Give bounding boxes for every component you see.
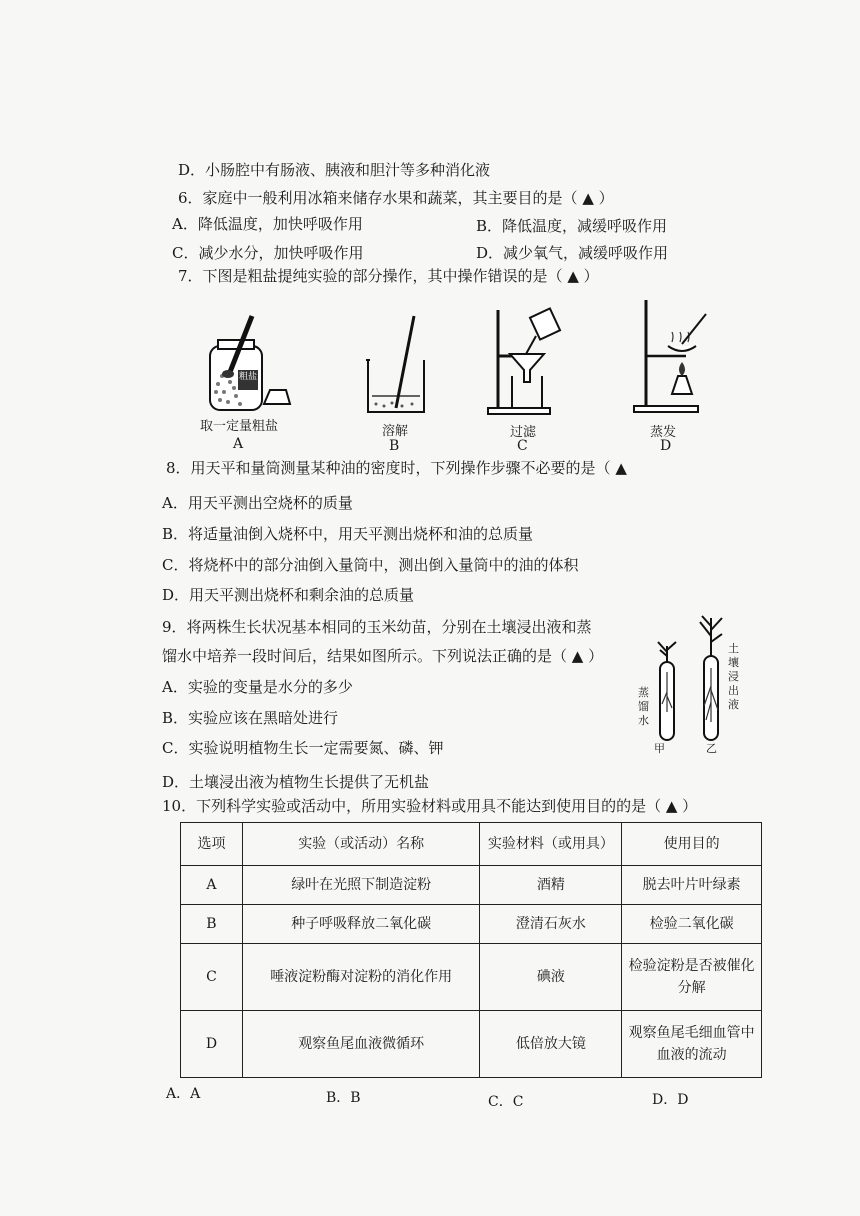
q10-choice-d: D．D	[652, 1092, 689, 1108]
q9-stem-line1: 9．将两株生长状况基本相同的玉米幼苗，分别在土壤浸出液和蒸	[162, 618, 592, 636]
q9-option-c: C．实验说明植物生长一定需要氮、磷、钾	[162, 739, 444, 757]
table-header-cell: 选项	[181, 823, 243, 866]
table-cell: C	[181, 944, 243, 1011]
q6-option-a: A．降低温度，加快呼吸作用	[172, 215, 363, 233]
table-row	[181, 1011, 762, 1078]
q7-figure-c-filtration	[486, 306, 566, 418]
q9-option-d: D．土壤浸出液为植物生长提供了无机盐	[162, 773, 430, 791]
q7-figure-c-letter: C	[517, 438, 528, 454]
table-cell: 检验二氧化碳	[622, 905, 762, 944]
table-row	[181, 944, 762, 1011]
q6-option-b: B．降低温度，减缓呼吸作用	[476, 217, 668, 235]
q8-option-b: B．将适量油倒入烧杯中，用天平测出烧杯和油的总质量	[162, 525, 534, 543]
table-cell: 观察鱼尾毛细血管中血液的流动	[622, 1011, 762, 1078]
q8-option-c: C．将烧杯中的部分油倒入量筒中，测出倒入量筒中的油的体积	[162, 556, 579, 574]
q10-choice-a: A．A	[166, 1086, 201, 1102]
q5-option-d: D．小肠腔中有肠液、胰液和胆汁等多种消化液	[178, 161, 491, 179]
q7-figure-b-beaker	[362, 312, 434, 418]
q7-figure-b-letter: B	[389, 438, 400, 454]
q9-figure-left-label: 蒸馏水	[638, 686, 649, 727]
table-cell: A	[181, 866, 243, 905]
q9-figure-right-label: 土壤浸出液	[728, 642, 739, 711]
table-header-row	[181, 823, 762, 866]
table-header-cell: 实验（或活动）名称	[242, 823, 480, 866]
q7-figure-a-letter: A	[233, 436, 244, 452]
table-cell: 低倍放大镜	[480, 1011, 622, 1078]
q6-option-c: C．减少水分，加快呼吸作用	[172, 244, 364, 262]
q10-choice-b: B．B	[326, 1090, 361, 1106]
table-cell: 碘液	[480, 944, 622, 1011]
q7-figure-d-caption: 蒸发	[650, 425, 677, 440]
q7-figure-c-caption: 过滤	[510, 425, 537, 440]
q7-jar-label: 粗盐	[239, 372, 258, 382]
q9-option-a: A．实验的变量是水分的多少	[162, 678, 353, 696]
q9-figure-tube1: 甲	[654, 742, 665, 755]
table-cell: D	[181, 1011, 243, 1078]
q8-option-a: A．用天平测出空烧杯的质量	[162, 494, 353, 512]
q7-figure-d-letter: D	[660, 438, 672, 454]
q9-stem-line2: 馏水中培养一段时间后，结果如图所示。下列说法正确的是（ ▲ ）	[162, 647, 604, 665]
q10-table	[180, 822, 762, 1078]
table-header-cell: 实验材料（或用具）	[480, 823, 622, 866]
q10-stem: 10．下列科学实验或活动中，所用实验材料或用具不能达到使用目的的是（ ▲ ）	[162, 797, 698, 815]
q9-option-b: B．实验应该在黑暗处进行	[162, 709, 339, 727]
table-cell: B	[181, 905, 243, 944]
table-cell: 观察鱼尾血液微循环	[242, 1011, 480, 1078]
q8-stem: 8．用天平和量筒测量某种油的密度时，下列操作步骤不必要的是（ ▲	[166, 459, 627, 477]
table-row	[181, 905, 762, 944]
q10-choice-c: C．C	[488, 1094, 524, 1110]
table-cell: 种子呼吸释放二氧化碳	[242, 905, 480, 944]
q7-figure-b-caption: 溶解	[382, 424, 409, 439]
q6-stem: 6．家庭中一般利用冰箱来储存水果和蔬菜，其主要目的是（ ▲ ）	[178, 189, 614, 207]
table-cell: 检验淀粉是否被催化分解	[622, 944, 762, 1011]
table-row	[181, 866, 762, 905]
q8-option-d: D．用天平测出烧杯和剩余油的总质量	[162, 586, 415, 604]
q7-figure-a-caption: 取一定量粗盐	[200, 419, 279, 434]
table-cell: 脱去叶片叶绿素	[622, 866, 762, 905]
q7-figure-d-evaporation	[626, 296, 712, 414]
table-cell: 绿叶在光照下制造淀粉	[242, 866, 480, 905]
q6-option-d: D．减少氧气，减缓呼吸作用	[476, 244, 669, 262]
q9-figure-tube2: 乙	[706, 742, 717, 755]
table-cell: 酒精	[480, 866, 622, 905]
q7-stem: 7．下图是粗盐提纯实验的部分操作，其中操作错误的是（ ▲ ）	[178, 267, 599, 285]
table-header-cell: 使用目的	[622, 823, 762, 866]
table-cell: 澄清石灰水	[480, 905, 622, 944]
q7-figure-a-jar	[200, 312, 292, 414]
table-cell: 唾液淀粉酶对淀粉的消化作用	[242, 944, 480, 1011]
